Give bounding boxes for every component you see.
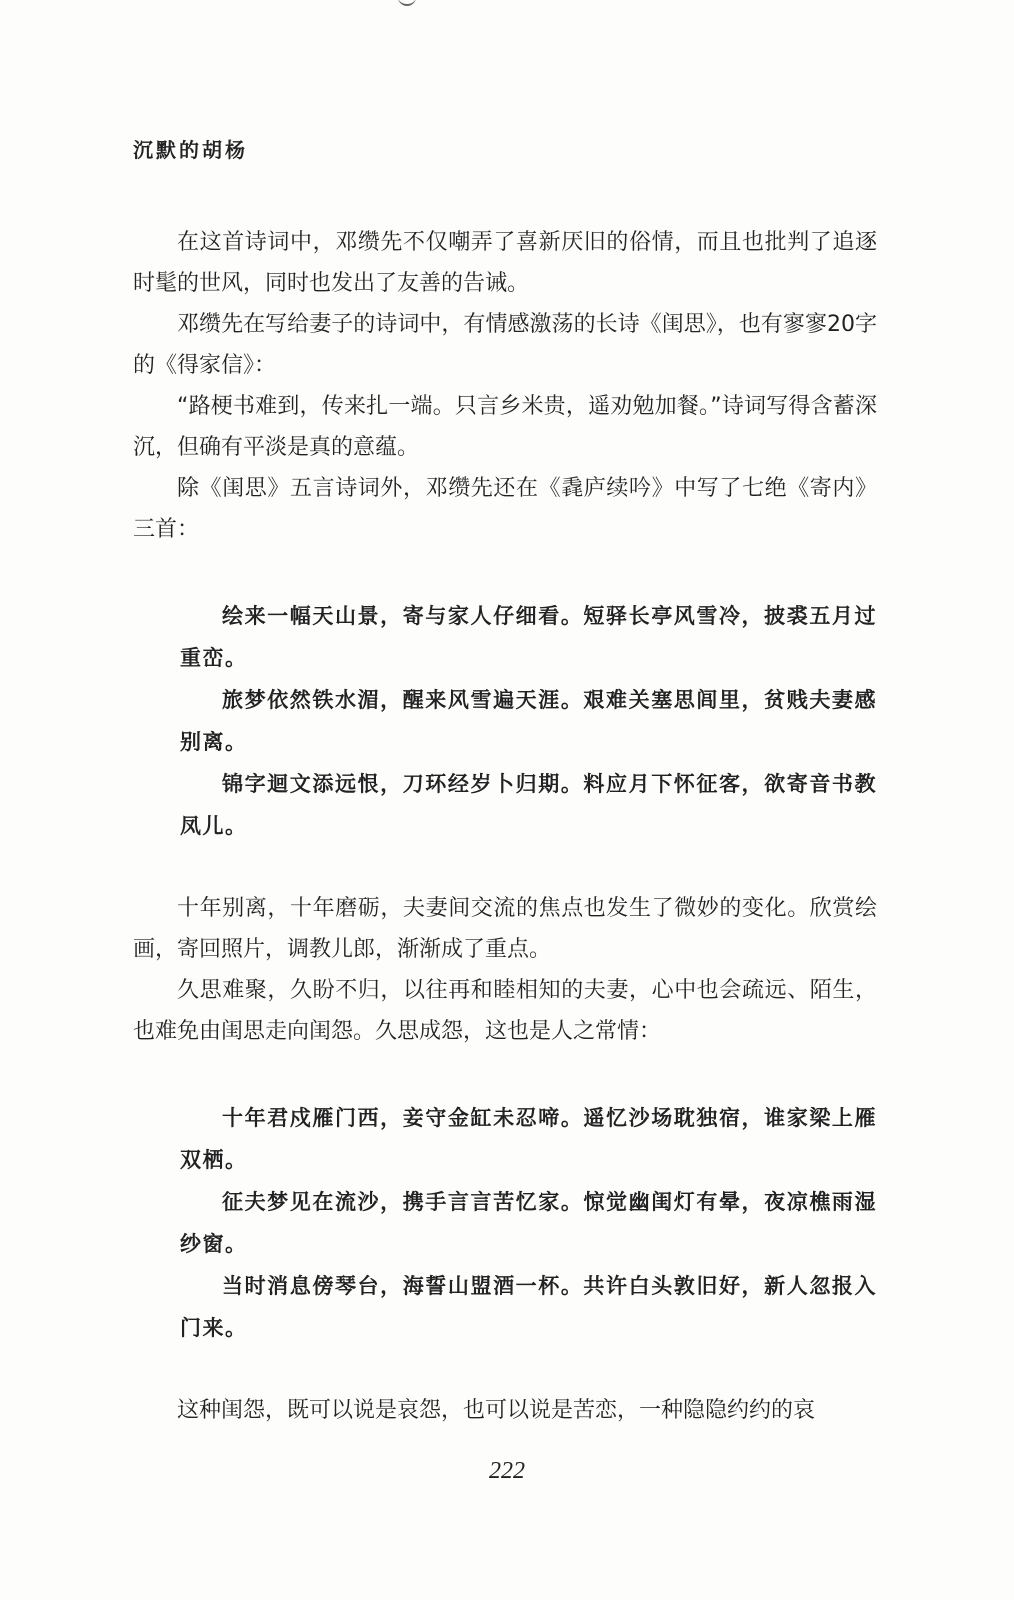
poem-verse: 当时消息傍琴台，海誓山盟酒一杯。共许白头敦旧好，新人忽报入门来。: [180, 1273, 877, 1340]
poem-verse: 征夫梦见在流沙，携手言言苦忆家。惊觉幽闺灯有晕，夜凉樵雨湿纱窗。: [180, 1189, 877, 1256]
poem-verse: 绘来一幅天山景，寄与家人仔细看。短驿长亭风雪冷，披裘五月过重峦。: [180, 603, 877, 670]
poem-block: [133, 1097, 877, 1349]
paragraph: 在这首诗词中，邓缵先不仅嘲弄了喜新厌旧的俗情，而且也批判了追逐时髦的世风，同时也发出了友善的告诫。: [133, 230, 877, 296]
paragraph: 除《闺思》五言诗词外，邓缵先还在《毳庐续吟》中写了七绝《寄内》三首：: [133, 476, 877, 542]
page-body: [133, 222, 877, 1431]
poem-verse: 旅梦依然铁水湄，醒来风雪遍天涯。艰难关塞思闾里，贫贱夫妻感别离。: [180, 687, 877, 754]
paragraph: “路梗书难到，传来扎一端。只言乡米贵，遥劝勉加餐。”诗词写得含蓄深沉，但确有平淡是真的意蕴。: [133, 394, 877, 460]
page-number: 222: [489, 1458, 525, 1484]
running-header: 沉默的胡杨: [133, 138, 248, 162]
paragraph: 邓缵先在写给妻子的诗词中，有情感激荡的长诗《闺思》，也有寥寥20字的《得家信》：: [133, 312, 877, 378]
paragraph: 久思难聚，久盼不归，以往再和睦相知的夫妻，心中也会疏远、陌生，也难免由闺思走向闺怨。久思成怨，这也是人之常情：: [133, 978, 877, 1044]
poem-block: [133, 595, 877, 847]
binding-mark: [398, 0, 416, 6]
paragraph: 这种闺怨，既可以说是哀怨，也可以说是苦恋，一种隐隐约约的哀: [177, 1398, 816, 1423]
paragraph: 十年别离，十年磨砺，夫妻间交流的焦点也发生了微妙的变化。欣赏绘画，寄回照片，调教儿郎，渐渐成了重点。: [133, 896, 877, 962]
poem-verse: 锦字迴文添远恨，刀环经岁卜归期。料应月下怀征客，欲寄音书教凤儿。: [180, 771, 877, 838]
poem-verse: 十年君戍雁门西，妾守金缸未忍啼。遥忆沙场耽独宿，谁家梁上雁双栖。: [180, 1105, 877, 1172]
